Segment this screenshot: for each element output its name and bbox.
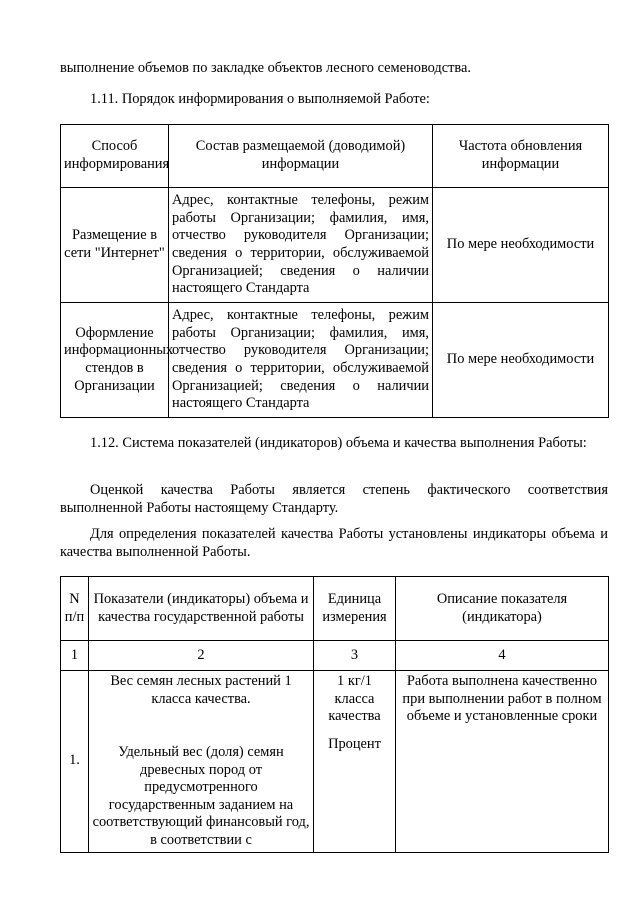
header-unit: Единица измерения xyxy=(314,577,396,641)
header-description: Описание показателя (индикатора) xyxy=(396,577,609,641)
column-number: 1 xyxy=(61,641,89,671)
header-number: N п/п xyxy=(61,577,89,641)
description-cell: Работа выполнена качественно при выполнении работ в полном объеме и установленные сроки xyxy=(396,671,609,853)
paragraph-top: выполнение объемов по закладке объектов лесного семеноводства. xyxy=(60,60,472,76)
row-method: Размещение в сети "Интернет" xyxy=(61,188,169,303)
header-method: Способ информирования xyxy=(61,125,169,188)
header-indicator: Показатели (индикаторы) объема и качества государственной работы xyxy=(89,577,314,641)
unit-cell xyxy=(314,671,396,853)
row-method: Оформление информационных стендов в Организации xyxy=(61,303,169,418)
indicator-row xyxy=(61,671,609,853)
section-1-11-heading: 1.11. Порядок информирования о выполняемой Работе: xyxy=(90,91,430,107)
header-frequency: Частота обновления информации xyxy=(433,125,609,188)
row-frequency: По мере необходимости xyxy=(433,303,609,418)
header-content: Состав размещаемой (доводимой) информации xyxy=(169,125,433,188)
row-frequency: По мере необходимости xyxy=(433,188,609,303)
indicators-table xyxy=(60,576,609,853)
information-table-row xyxy=(61,188,609,303)
column-number: 2 xyxy=(89,641,314,671)
information-table-header xyxy=(61,125,609,188)
column-numbers-row xyxy=(61,641,609,671)
indicator-weight: Вес семян лесных растений 1 класса качества. xyxy=(110,673,292,707)
row-number: 1. xyxy=(61,671,89,853)
section-1-12-heading: 1.12. Система показателей (индикаторов) объема и качества выполнения Работы: xyxy=(90,435,587,451)
row-content: Адрес, контактные телефоны, режим работы Организации; фамилия, имя, отчество руководителя Организации; сведения о территории, обслуживаемой Организацией; сведения о наличии настоящего Стандарта xyxy=(169,303,433,418)
indicator-cell xyxy=(89,671,314,853)
row-content: Адрес, контактные телефоны, режим работы Организации; фамилия, имя, отчество руководителя Организации; сведения о территории, обслуживаемой Организацией; сведения о наличии настоящего Стандарта xyxy=(169,188,433,303)
indicator-share: Удельный вес (доля) семян древесных пород от предусмотренного государственным заданием на соответствующий финансовый год, в соответствии с xyxy=(92,744,310,848)
column-number: 4 xyxy=(396,641,609,671)
information-table-row xyxy=(61,303,609,418)
paragraph-quality: Оценкой качества Работы является степень фактического соответствия выполненной Работы настоящему Стандарту. xyxy=(60,482,608,516)
information-table xyxy=(60,124,609,418)
unit-kg: 1 кг/1 класса качества xyxy=(328,673,381,725)
unit-percent: Процент xyxy=(328,735,381,752)
indicators-table-header xyxy=(61,577,609,641)
column-number: 3 xyxy=(314,641,396,671)
paragraph-indicators: Для определения показателей качества Работы установлены индикаторы объема и качества выполненной Работы. xyxy=(60,526,608,560)
